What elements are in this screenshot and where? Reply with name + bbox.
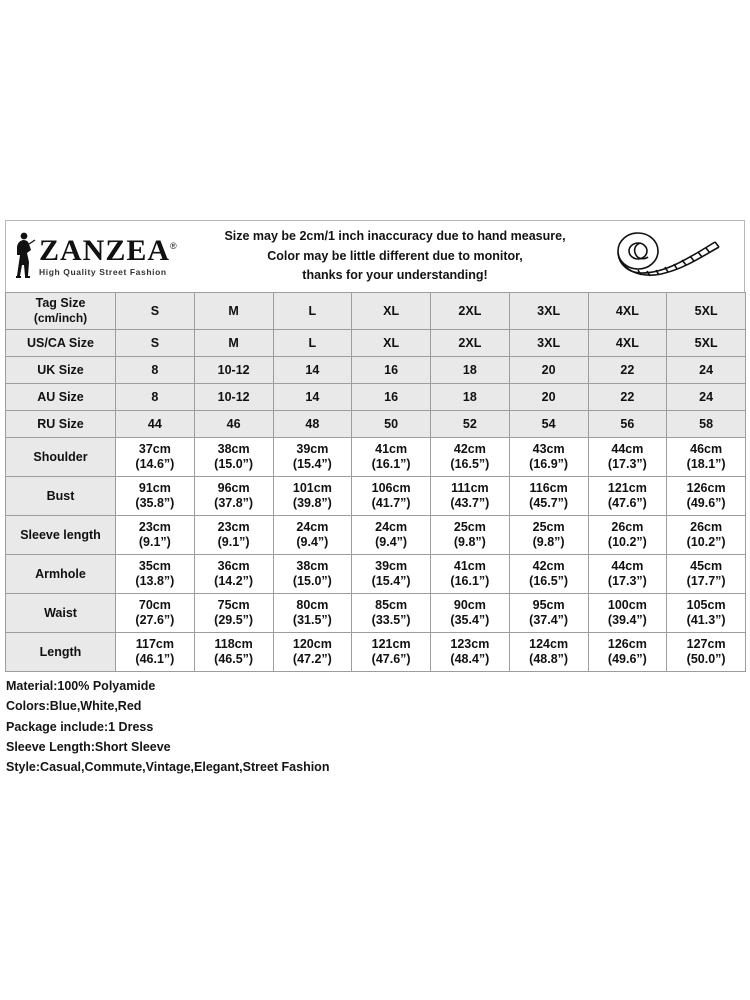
brand-tagline: High Quality Street Fashion xyxy=(39,267,167,277)
table-row xyxy=(6,293,746,330)
chart-banner xyxy=(5,220,745,292)
cell-cm: 38cm xyxy=(296,559,329,574)
cell xyxy=(667,555,746,594)
detail-material: Material:100% Polyamide xyxy=(6,679,156,693)
cell-inch: (37.8”) xyxy=(214,496,254,510)
cell-cm: 26cm xyxy=(611,520,644,535)
cell-cm: 45cm xyxy=(690,559,723,574)
cell-inch: (14.6”) xyxy=(135,457,175,471)
product-details xyxy=(5,676,745,777)
cell: 3XL xyxy=(509,330,588,357)
cell xyxy=(116,438,195,477)
registered-mark: ® xyxy=(170,241,178,251)
cell-inch: (15.4”) xyxy=(292,457,332,471)
cell-inch: (49.6”) xyxy=(607,652,647,666)
brand-name-text: ZANZEA xyxy=(39,234,171,267)
cell-cm: 39cm xyxy=(296,442,329,457)
cell-inch: (43.7”) xyxy=(450,496,490,510)
cell xyxy=(431,438,510,477)
cell: 10-12 xyxy=(194,357,273,384)
cell-inch: (48.8”) xyxy=(529,652,569,666)
cell xyxy=(194,516,273,555)
cell xyxy=(588,633,667,672)
cell: S xyxy=(116,293,195,330)
cell-inch: (35.8”) xyxy=(135,496,175,510)
cell xyxy=(667,438,746,477)
cell-cm: 39cm xyxy=(375,559,408,574)
cell xyxy=(431,633,510,672)
cell: 8 xyxy=(116,384,195,411)
cell: 24 xyxy=(667,357,746,384)
cell xyxy=(667,594,746,633)
cell xyxy=(194,594,273,633)
cell: 18 xyxy=(431,384,510,411)
cell: 54 xyxy=(509,411,588,438)
cell-inch: (14.2”) xyxy=(214,574,254,588)
table-row xyxy=(6,477,746,516)
cell: 10-12 xyxy=(194,384,273,411)
cell xyxy=(509,633,588,672)
cell xyxy=(509,477,588,516)
cell: 52 xyxy=(431,411,510,438)
cell-cm: 106cm xyxy=(371,481,411,496)
row-label-au-size: AU Size xyxy=(6,384,116,411)
cell-cm: 24cm xyxy=(296,520,329,535)
cell: L xyxy=(273,330,352,357)
cell xyxy=(273,438,352,477)
row-label-shoulder: Shoulder xyxy=(6,438,116,477)
cell-cm: 118cm xyxy=(214,637,253,652)
cell: 14 xyxy=(273,384,352,411)
row-label-bust: Bust xyxy=(6,477,116,516)
cell-inch: (47.6”) xyxy=(607,496,647,510)
cell-cm: 23cm xyxy=(217,520,250,535)
cell-inch: (35.4”) xyxy=(450,613,490,627)
cell xyxy=(431,477,510,516)
cell xyxy=(194,477,273,516)
row-label-us-ca-size: US/CA Size xyxy=(6,330,116,357)
size-table xyxy=(5,292,746,672)
cell-inch: (49.6”) xyxy=(686,496,726,510)
cell xyxy=(116,477,195,516)
cell-cm: 44cm xyxy=(611,442,644,457)
cell xyxy=(431,594,510,633)
cell xyxy=(116,555,195,594)
notice-line-3: thanks for your understanding! xyxy=(302,268,488,283)
size-table-body xyxy=(6,293,746,672)
cell xyxy=(116,516,195,555)
cell-inch: (45.7”) xyxy=(529,496,569,510)
cell xyxy=(509,438,588,477)
cell-cm: 42cm xyxy=(532,559,565,574)
measurement-notice xyxy=(196,227,594,285)
cell: 16 xyxy=(352,384,431,411)
cell-inch: (47.6”) xyxy=(371,652,411,666)
cell-inch: (39.4”) xyxy=(607,613,647,627)
cell-inch: (46.1”) xyxy=(135,652,175,666)
cell-inch: (39.8”) xyxy=(292,496,332,510)
cell: XL xyxy=(352,293,431,330)
cell xyxy=(194,633,273,672)
row-label-ru-size: RU Size xyxy=(6,411,116,438)
cell xyxy=(588,555,667,594)
cell-cm: 126cm xyxy=(607,637,647,652)
row-label-length: Length xyxy=(6,633,116,672)
cell xyxy=(352,633,431,672)
cell-inch: (9.4”) xyxy=(296,535,329,549)
cell-inch: (9.4”) xyxy=(375,535,408,549)
cell xyxy=(194,555,273,594)
cell: 4XL xyxy=(588,330,667,357)
cell xyxy=(509,594,588,633)
cell: 8 xyxy=(116,357,195,384)
cell-cm: 95cm xyxy=(532,598,565,613)
cell-cm: 126cm xyxy=(686,481,726,496)
cell-cm: 120cm xyxy=(292,637,332,652)
cell xyxy=(667,516,746,555)
cell-cm: 41cm xyxy=(453,559,486,574)
cell-cm: 121cm xyxy=(607,481,647,496)
measuring-tape-icon xyxy=(594,229,744,285)
row-label-armhole: Armhole xyxy=(6,555,116,594)
table-row xyxy=(6,633,746,672)
cell: 50 xyxy=(352,411,431,438)
cell-inch: (16.1”) xyxy=(450,574,490,588)
cell-cm: 25cm xyxy=(453,520,486,535)
cell: 22 xyxy=(588,384,667,411)
cell-cm: 46cm xyxy=(690,442,723,457)
cell-inch: (48.4”) xyxy=(450,652,490,666)
cell: 3XL xyxy=(509,293,588,330)
cell xyxy=(588,516,667,555)
notice-line-2: Color may be little different due to monitor, xyxy=(267,248,523,263)
cell xyxy=(667,633,746,672)
table-row xyxy=(6,516,746,555)
row-label-main: Tag Size xyxy=(35,296,86,311)
cell-inch: (9.8”) xyxy=(453,535,486,549)
table-row xyxy=(6,438,746,477)
cell: 56 xyxy=(588,411,667,438)
cell xyxy=(273,633,352,672)
cell-inch: (16.5”) xyxy=(450,457,490,471)
cell-inch: (9.1”) xyxy=(138,535,171,549)
row-label-uk-size: UK Size xyxy=(6,357,116,384)
cell: 20 xyxy=(509,357,588,384)
detail-style: Style:Casual,Commute,Vintage,Elegant,Street Fashion xyxy=(6,760,330,774)
table-row xyxy=(6,594,746,633)
cell-inch: (47.2”) xyxy=(292,652,332,666)
cell-cm: 23cm xyxy=(138,520,171,535)
cell: 2XL xyxy=(431,330,510,357)
cell-cm: 121cm xyxy=(371,637,411,652)
notice-line-1: Size may be 2cm/1 inch inaccuracy due to hand measure, xyxy=(224,229,566,244)
cell-cm: 24cm xyxy=(375,520,408,535)
cell-inch: (46.5”) xyxy=(214,652,254,666)
cell: 48 xyxy=(273,411,352,438)
cell-cm: 25cm xyxy=(532,520,565,535)
cell: 4XL xyxy=(588,293,667,330)
cell xyxy=(194,438,273,477)
cell-inch: (9.8”) xyxy=(532,535,565,549)
cell: 58 xyxy=(667,411,746,438)
cell: 18 xyxy=(431,357,510,384)
cell: XL xyxy=(352,330,431,357)
cell-cm: 37cm xyxy=(138,442,171,457)
cell-inch: (10.2”) xyxy=(686,535,726,549)
woman-silhouette-icon xyxy=(12,231,38,283)
cell-cm: 75cm xyxy=(217,598,250,613)
cell-inch: (10.2”) xyxy=(607,535,647,549)
cell-cm: 35cm xyxy=(138,559,171,574)
cell: 2XL xyxy=(431,293,510,330)
cell xyxy=(273,555,352,594)
row-label-sub: (cm/inch) xyxy=(33,310,88,325)
cell: M xyxy=(194,293,273,330)
detail-sleeve-length: Sleeve Length:Short Sleeve xyxy=(6,739,171,754)
cell xyxy=(667,477,746,516)
cell-cm: 116cm xyxy=(529,481,568,496)
cell-inch: (15.0”) xyxy=(292,574,332,588)
cell xyxy=(431,516,510,555)
cell-inch: (17.3”) xyxy=(607,574,647,588)
cell: 24 xyxy=(667,384,746,411)
cell: 5XL xyxy=(667,293,746,330)
cell-cm: 105cm xyxy=(686,598,726,613)
cell-cm: 70cm xyxy=(138,598,171,613)
table-row xyxy=(6,384,746,411)
cell-cm: 96cm xyxy=(217,481,250,496)
table-row xyxy=(6,411,746,438)
cell: 46 xyxy=(194,411,273,438)
cell xyxy=(352,516,431,555)
cell xyxy=(116,594,195,633)
cell: 44 xyxy=(116,411,195,438)
cell-cm: 26cm xyxy=(690,520,723,535)
cell xyxy=(352,438,431,477)
cell-inch: (50.0”) xyxy=(686,652,726,666)
cell-inch: (9.1”) xyxy=(217,535,250,549)
cell-inch: (18.1”) xyxy=(686,457,726,471)
cell-inch: (16.9”) xyxy=(529,457,569,471)
cell xyxy=(273,594,352,633)
cell-cm: 43cm xyxy=(532,442,565,457)
cell-cm: 100cm xyxy=(607,598,647,613)
cell-cm: 101cm xyxy=(292,481,332,496)
cell-cm: 111cm xyxy=(451,481,489,496)
detail-colors: Colors:Blue,White,Red xyxy=(6,699,142,714)
cell: 16 xyxy=(352,357,431,384)
cell: 22 xyxy=(588,357,667,384)
cell xyxy=(273,516,352,555)
cell xyxy=(116,633,195,672)
cell xyxy=(509,516,588,555)
cell-inch: (31.5”) xyxy=(292,613,332,627)
cell xyxy=(352,594,431,633)
cell-inch: (15.4”) xyxy=(371,574,411,588)
cell: 14 xyxy=(273,357,352,384)
cell-inch: (27.6”) xyxy=(135,613,175,627)
cell-cm: 124cm xyxy=(529,637,569,652)
cell xyxy=(352,555,431,594)
cell-cm: 42cm xyxy=(453,442,486,457)
row-label-waist: Waist xyxy=(6,594,116,633)
row-label-sleeve-length: Sleeve length xyxy=(6,516,116,555)
table-row xyxy=(6,330,746,357)
cell-cm: 36cm xyxy=(217,559,250,574)
cell xyxy=(431,555,510,594)
cell-inch: (15.0”) xyxy=(214,457,254,471)
cell-cm: 44cm xyxy=(611,559,644,574)
cell xyxy=(588,477,667,516)
cell-cm: 80cm xyxy=(296,598,329,613)
cell: S xyxy=(116,330,195,357)
cell: 20 xyxy=(509,384,588,411)
cell-inch: (16.1”) xyxy=(371,457,411,471)
cell-inch: (29.5”) xyxy=(214,613,254,627)
row-label-tag-size xyxy=(6,293,116,330)
cell-cm: 85cm xyxy=(375,598,408,613)
cell-inch: (13.8”) xyxy=(135,574,175,588)
cell-inch: (17.3”) xyxy=(607,457,647,471)
cell-cm: 127cm xyxy=(686,637,726,652)
cell: 5XL xyxy=(667,330,746,357)
cell: L xyxy=(273,293,352,330)
cell-cm: 41cm xyxy=(375,442,408,457)
cell xyxy=(273,477,352,516)
brand-name xyxy=(39,236,178,266)
cell-cm: 90cm xyxy=(453,598,486,613)
brand-logo xyxy=(6,231,196,283)
cell-cm: 38cm xyxy=(217,442,250,457)
cell xyxy=(588,438,667,477)
cell-inch: (37.4”) xyxy=(529,613,569,627)
cell-cm: 123cm xyxy=(450,637,490,652)
cell-inch: (17.7”) xyxy=(686,574,726,588)
cell xyxy=(509,555,588,594)
cell xyxy=(588,594,667,633)
cell-inch: (33.5”) xyxy=(371,613,411,627)
table-row xyxy=(6,357,746,384)
detail-package: Package include:1 Dress xyxy=(6,719,154,734)
cell xyxy=(352,477,431,516)
table-row xyxy=(6,555,746,594)
cell-inch: (41.7”) xyxy=(371,496,411,510)
size-chart xyxy=(5,220,745,777)
cell-inch: (16.5”) xyxy=(529,574,569,588)
cell: M xyxy=(194,330,273,357)
cell-inch: (41.3”) xyxy=(686,613,726,627)
cell-cm: 117cm xyxy=(135,637,174,652)
cell-cm: 91cm xyxy=(138,481,171,496)
